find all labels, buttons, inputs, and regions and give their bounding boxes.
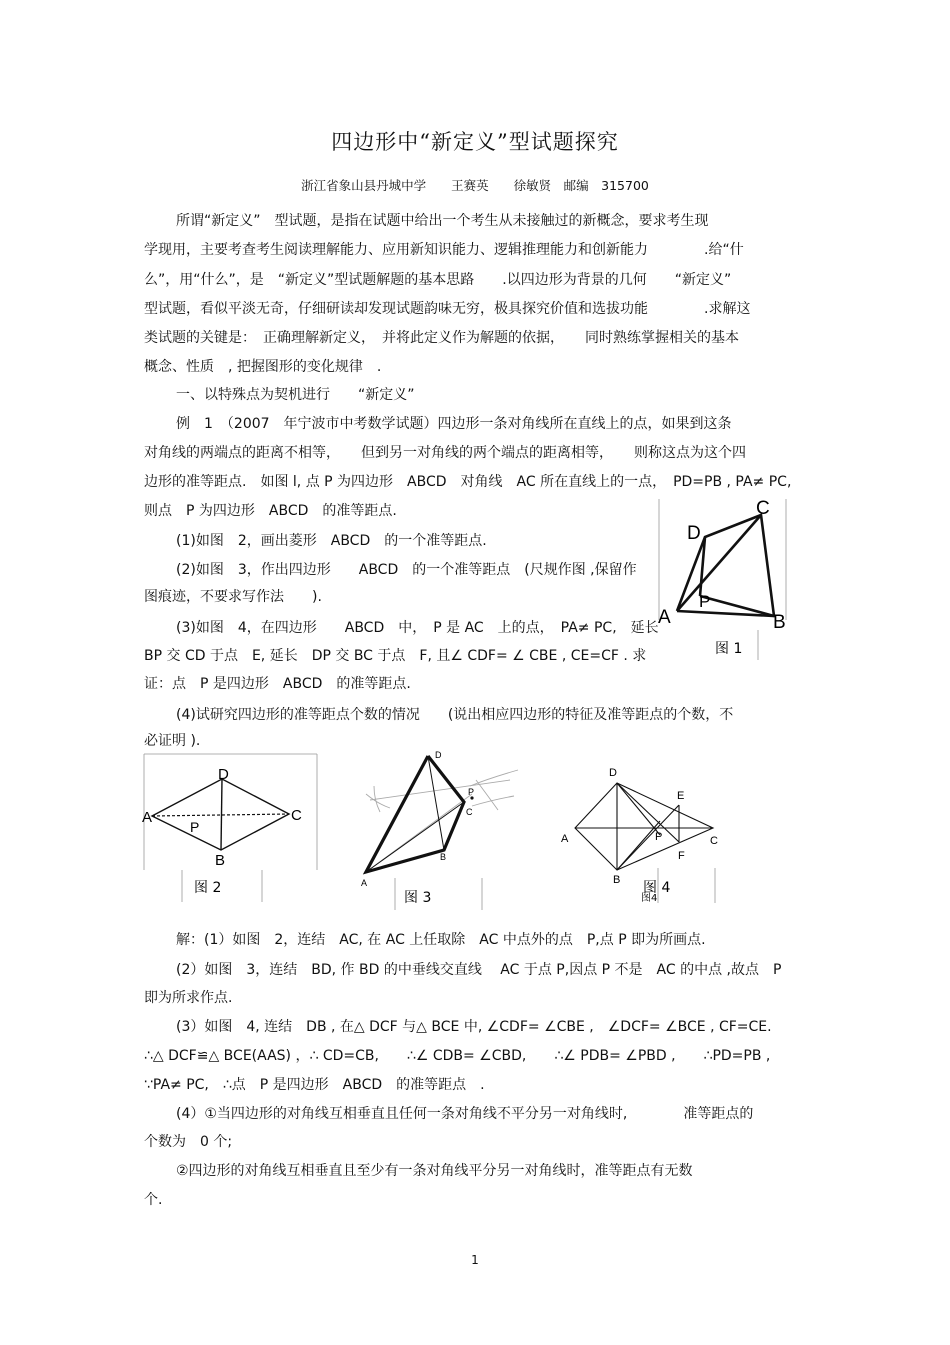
question-line: 证：点 P 是四边形 ABCD 的准等距点. <box>144 676 411 692</box>
fig4-label-a: A <box>561 833 569 845</box>
page-title: 四边形中“新定义”型试题探究 <box>331 130 619 154</box>
page-number: 1 <box>471 1253 479 1267</box>
example-line: 则点 P 为四边形 ABCD 的准等距点. <box>144 503 397 519</box>
fig4-caption: 图 4 <box>643 880 671 896</box>
fig3-label-p: P <box>468 787 475 797</box>
question-line: BP 交 CD 于点 E, 延长 DP 交 BC 于点 F, 且∠ CDF= ∠ CBE , CE=CF . 求 <box>144 648 647 664</box>
fig3-label-d: D <box>435 750 442 760</box>
fig4-label-b: B <box>613 874 621 886</box>
intro-line: 么”，用“什么”，是 “新定义”型试题解题的基本思路 .以四边形为背景的几何 “新定义” <box>144 272 732 288</box>
figure-3 <box>352 748 522 913</box>
fig1-label-p: P <box>699 592 711 611</box>
fig2-caption: 图 2 <box>194 880 222 896</box>
fig4-label-f: F <box>678 850 685 862</box>
solution-line: (2）如图 3，连结 BD, 作 BD 的中垂线交直线 AC 于点 P,因点 P 不是 AC 的中点 ,故点 P <box>176 962 782 978</box>
solution-line: 即为所求作点. <box>144 990 233 1006</box>
fig2-label-p: P <box>190 819 200 835</box>
figure-2 <box>142 752 320 907</box>
solution-line: ∴△ DCF≌△ BCE(AAS) ，∴ CD=CB, ∴∠ CDB= ∠CBD, ∴∠ PDB= ∠PBD , ∴PD=PB , <box>144 1048 771 1064</box>
fig2-label-a: A <box>142 809 153 826</box>
example-line: 例 1 （2007 年宁波市中考数学试题）四边形一条对角线所在直线上的点，如果到这条 <box>176 416 732 432</box>
fig2-label-b: B <box>215 852 226 869</box>
solution-line: (3）如图 4, 连结 DB , 在△ DCF 与△ BCE 中, ∠CDF= ∠CBE , ∠DCF= ∠BCE , CF=CE. <box>176 1019 772 1035</box>
author-line: 浙江省象山县丹城中学 王赛英 徐敏贤 邮编 315700 <box>301 178 649 193</box>
fig2-label-d: D <box>218 766 229 783</box>
section-heading: 一、以特殊点为契机进行 “新定义” <box>176 387 415 403</box>
fig4-label-p: P <box>655 831 663 843</box>
fig3-label-c: C <box>466 807 473 817</box>
fig4-subcaption: 图4 <box>641 893 658 904</box>
solution-line: 解：(1）如图 2，连结 AC, 在 AC 上任取除 AC 中点外的点 P,点 P 即为所画点. <box>176 932 706 948</box>
fig3-label-a: A <box>361 878 368 888</box>
fig1-label-d: D <box>687 523 701 544</box>
fig3-label-b: B <box>440 852 447 862</box>
solution-line: (4）①当四边形的对角线互相垂直且任何一条对角线不平分另一对角线时, 准等距点的 <box>176 1106 754 1122</box>
example-line: 对角线的两端点的距离不相等， 但到另一对角线的两个端点的距离相等， 则称这点为这个四 <box>144 445 746 461</box>
intro-line: 型试题，看似平淡无奇，仔细研读却发现试题韵味无穷，极具探究价值和选拔功能 .求解这 <box>144 301 751 317</box>
fig1-label-b: B <box>773 612 786 633</box>
solution-line: ②四边形的对角线互相垂直且至少有一条对角线平分另一对角线时，准等距点有无数 <box>176 1163 693 1179</box>
fig4-label-c: C <box>710 835 718 847</box>
question-line: (1)如图 2，画出菱形 ABCD 的一个准等距点. <box>176 533 487 549</box>
fig1-caption: 图 1 <box>715 641 743 657</box>
figure-4 <box>555 758 730 908</box>
example-line: 边形的准等距点. 如图 l, 点 P 为四边形 ABCD 对角线 AC 所在直线上的一点， PD=PB , PA≠ PC, <box>144 474 792 490</box>
question-line: (4)试研究四边形的准等距点个数的情况 (说出相应四边形的特征及准等距点的个数，不 <box>176 707 734 723</box>
intro-line: 类试题的关键是： 正确理解新定义， 并将此定义作为解题的依据， 同时熟练掌握相关的基本 <box>144 330 739 346</box>
question-line: (2)如图 3，作出四边形 ABCD 的一个准等距点 (尺规作图 ,保留作 <box>176 562 637 578</box>
fig4-label-d: D <box>609 767 617 779</box>
intro-line: 所谓“新定义” 型试题，是指在试题中给出一个考生从未接触过的新概念，要求考生现 <box>176 213 709 229</box>
question-line: (3)如图 4，在四边形 ABCD 中， P 是 AC 上的点， PA≠ PC, 延长 <box>176 620 659 636</box>
question-line: 图痕迹，不要求写作法 ). <box>144 589 322 605</box>
fig3-caption: 图 3 <box>404 890 432 906</box>
figure-1 <box>655 495 790 665</box>
solution-line: 个. <box>144 1192 163 1208</box>
solution-line: 个数为 0 个; <box>144 1134 233 1150</box>
question-line: 必证明 ). <box>144 733 201 749</box>
fig1-label-a: A <box>658 607 671 628</box>
fig2-label-c: C <box>291 807 302 824</box>
fig4-label-e: E <box>677 790 685 802</box>
solution-line: ∵PA≠ PC, ∴点 P 是四边形 ABCD 的准等距点 . <box>144 1077 485 1093</box>
fig1-label-c: C <box>756 498 770 519</box>
intro-line: 概念、性质 , 把握图形的变化规律 . <box>144 359 382 375</box>
intro-line: 学现用，主要考查考生阅读理解能力、应用新知识能力、逻辑推理能力和创新能力 .给“什 <box>144 242 744 258</box>
